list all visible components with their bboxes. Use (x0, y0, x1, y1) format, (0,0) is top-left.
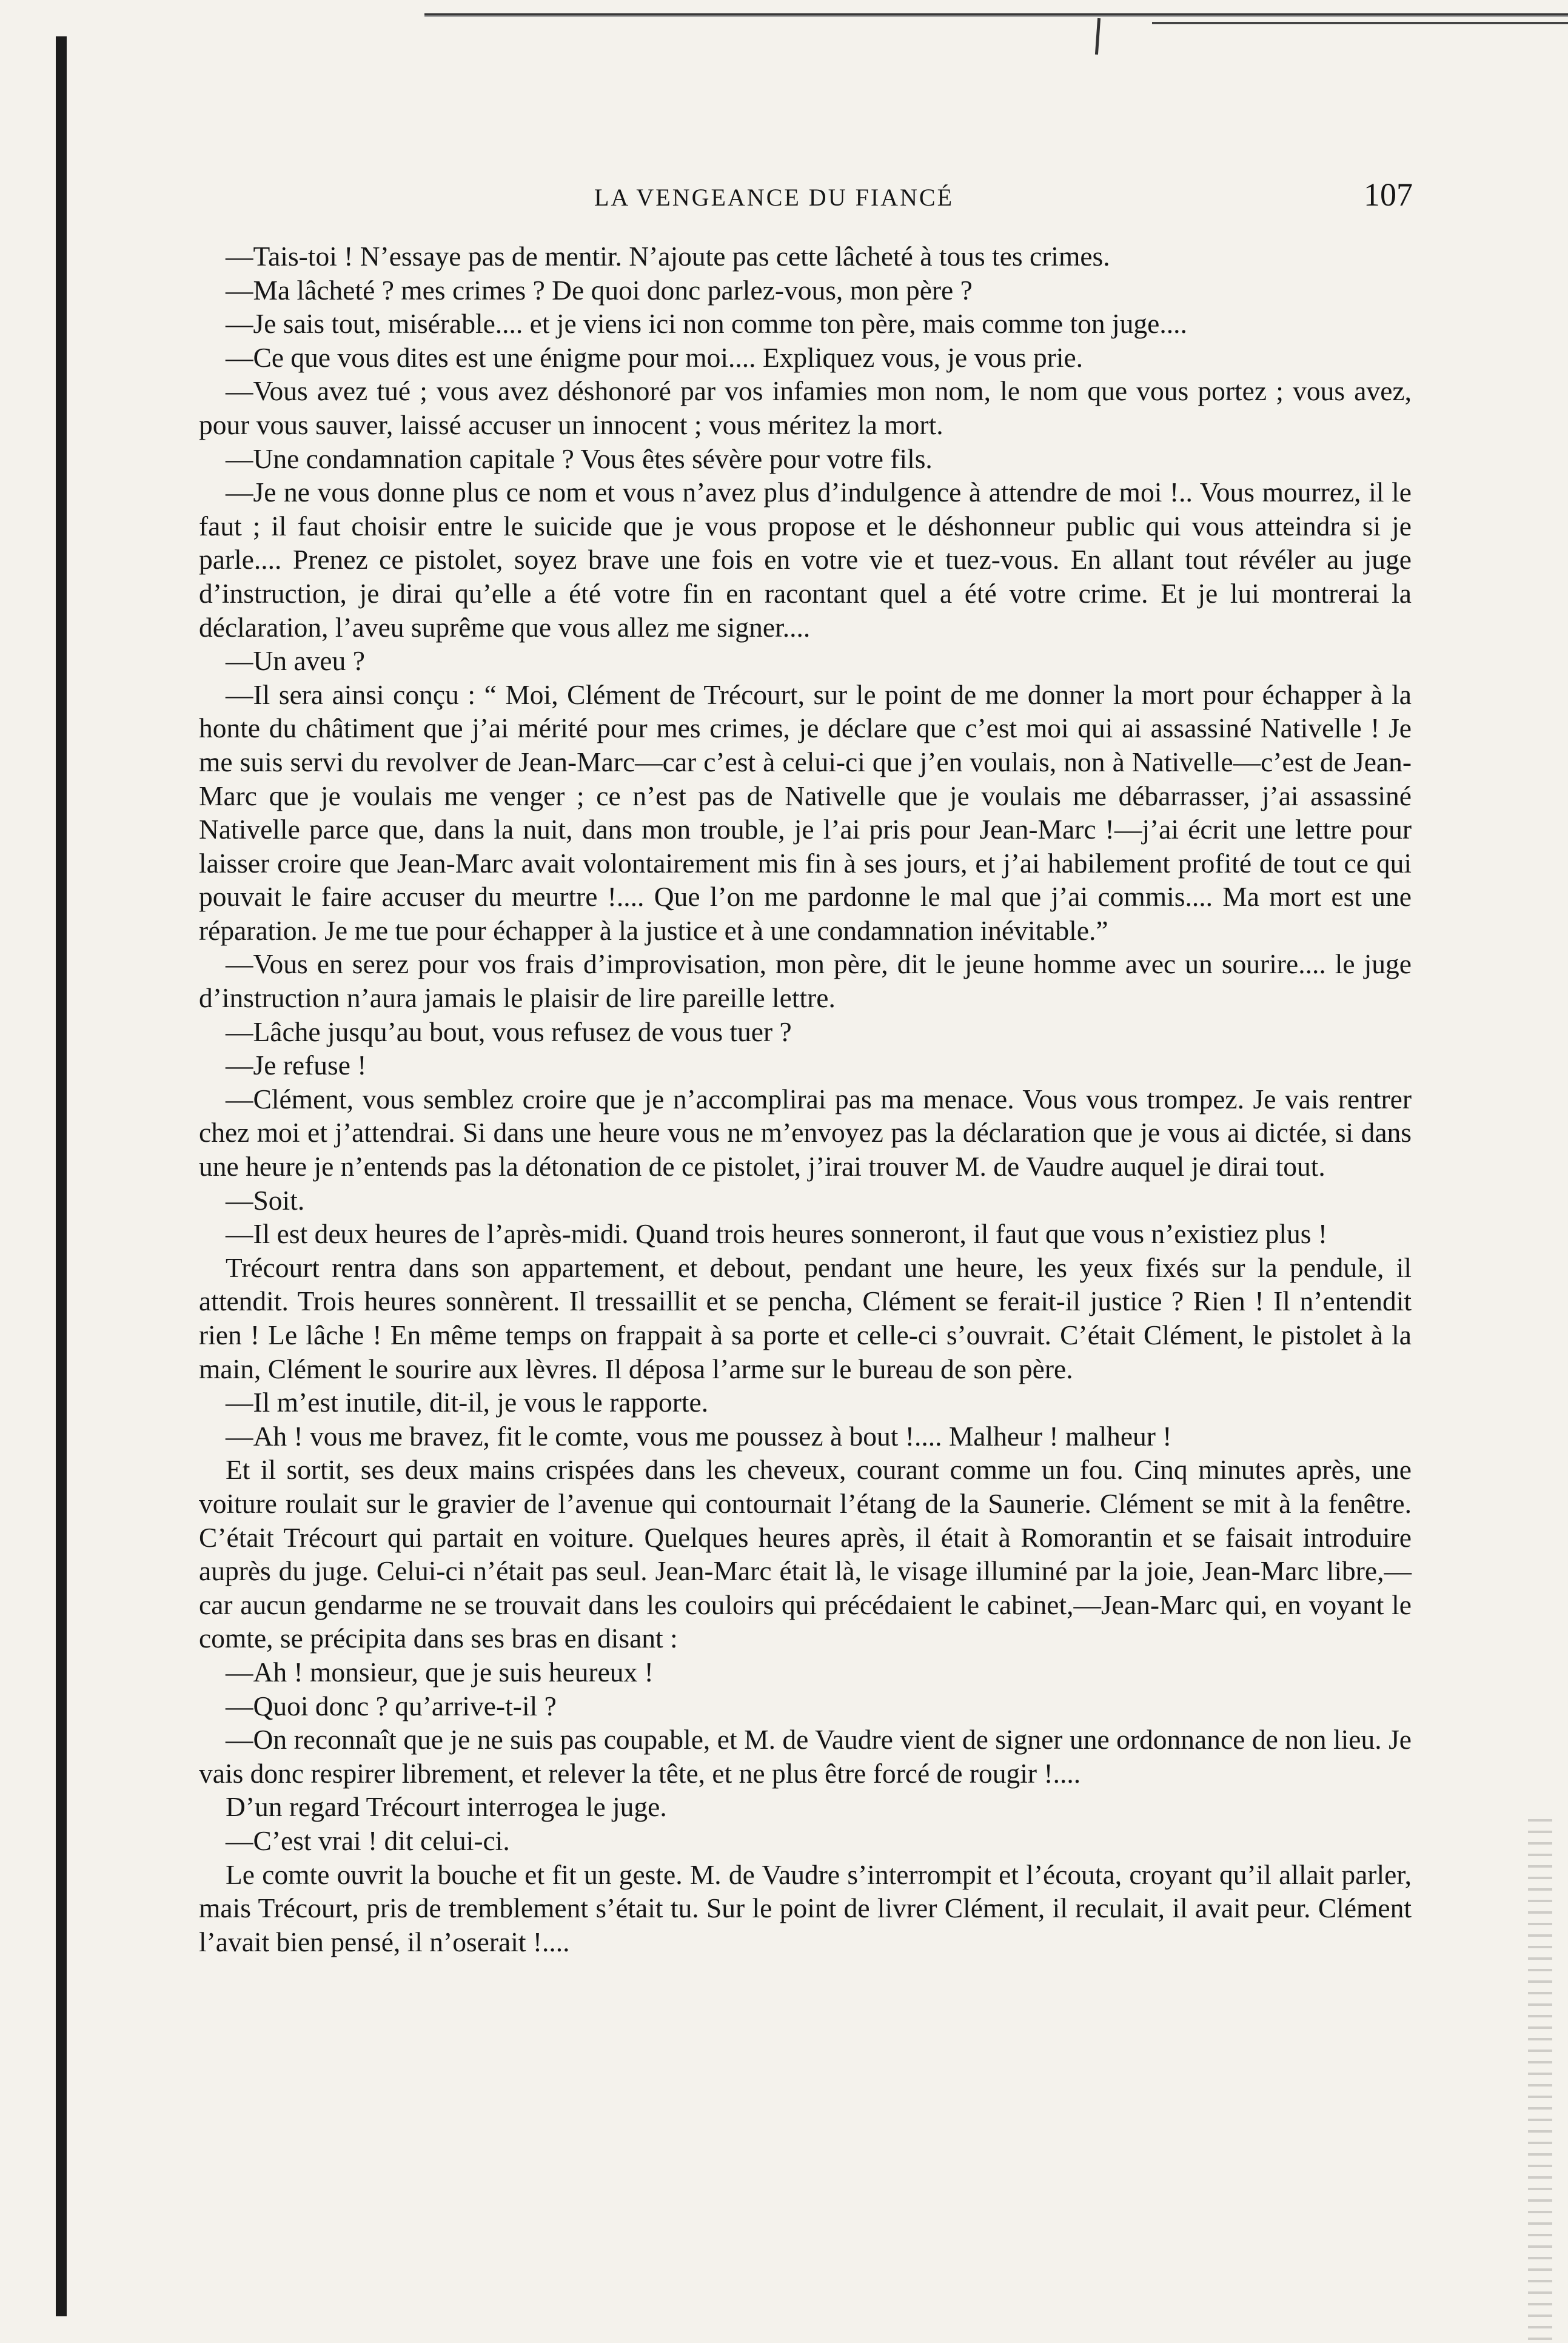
body-text (199, 240, 1412, 1959)
paragraph: —Il m’est inutile, dit-il, je vous le rapporte. (226, 1387, 709, 1418)
paragraph: —On reconnaît que je ne suis pas coupable, et M. de Vaudre vient de signer une ordonnance de non lieu. Je vais donc respirer librement, et relever la tête, et ne plus être forcé de rougir !.... (199, 1724, 1412, 1789)
paragraph: —Je sais tout, misérable.... et je viens ici non comme ton père, mais comme ton juge.... (226, 308, 1187, 340)
page-header (200, 176, 1413, 224)
paragraph: —Je refuse ! (226, 1050, 367, 1081)
paragraph: Le comte ouvrit la bouche et fit un geste. M. de Vaudre s’interrompit et l’écouta, croyant qu’il allait parler, mais Trécourt, pris de tremblement s’était tu. Sur le point de livrer Clément, il reculait, il avait peur. Clément l’avait bien pensé, il n’oserait !.... (199, 1859, 1412, 1957)
scan-tick-mark (1095, 18, 1101, 55)
paragraph: —Clément, vous semblez croire que je n’accomplirai pas ma menace. Vous vous trompez. Je vais rentrer chez moi et j’attendrai. Si dans une heure vous ne m’envoyez pas la déclaration que je vous ai dictée, si dans une heure je n’entends pas la détonation de ce pistolet, j’irai trouver M. de Vaudre auquel je dirai tout. (199, 1083, 1412, 1182)
paragraph: Trécourt rentra dans son appartement, et debout, pendant une heure, les yeux fixés sur la pendule, il attendit. Trois heures sonnèrent. Il tressaillit et se pencha, Clément se ferait-il justice ? Rien ! Il n’entendit rien ! Le lâche ! En même temps on frappait à sa porte et celle-ci s’ouvrait. C’était Clément, le pistolet à la main, Clément le sourire aux lèvres. Il déposa l’arme sur le bureau de son père. (199, 1252, 1412, 1384)
paragraph: —Tais-toi ! N’essaye pas de mentir. N’ajoute pas cette lâcheté à tous tes crimes. (226, 241, 1110, 272)
paragraph: —Un aveu ? (226, 645, 365, 677)
scan-top-rule-secondary (1152, 22, 1568, 24)
paragraph: —Ma lâcheté ? mes crimes ? De quoi donc parlez-vous, mon père ? (226, 274, 973, 306)
scan-margin-marks (1528, 1819, 1552, 2341)
paragraph: Et il sortit, ses deux mains crispées dans les cheveux, courant comme un fou. Cinq minutes après, une voiture roulait sur le gravier de l’avenue qui contournait l’étang de la Saunerie. Clément se mit à la fenêtre. C’était Trécourt qui partait en voiture. Quelques heures après, il était à Romorantin et se faisait introduire auprès du juge. Celui-ci n’était pas seul. Jean-Marc était là, le visage illuminé par la joie, Jean-Marc libre,—car aucun gendarme ne se trouvait dans les couloirs qui précédaient le cabinet,—Jean-Marc qui, en voyant le comte, se précipita dans ses bras en disant : (199, 1454, 1412, 1654)
running-head: LA VENGEANCE DU FIANCÉ (594, 184, 954, 211)
paragraph: —Vous en serez pour vos frais d’improvisation, mon père, dit le jeune homme avec un sourire.... le juge d’instruction n’aura jamais le plaisir de lire pareille lettre. (199, 948, 1412, 1014)
paragraph: —Quoi donc ? qu’arrive-t-il ? (226, 1690, 557, 1721)
paragraph: D’un regard Trécourt interrogea le juge. (226, 1791, 667, 1823)
paragraph: —Il sera ainsi conçu : “ Moi, Clément de Trécourt, sur le point de me donner la mort pour échapper à la honte du châtiment que j’ai mérité pour mes crimes, je déclare que c’est moi qui ai assassiné Nativelle ! Je me suis servi du revolver de Jean-Marc—car c’est à celui-ci que j’en voulais, non à Nativelle—c’est de Jean-Marc que je voulais me venger ; ce n’est pas de Nativelle que je voulais me débarrasser, j’ai assassiné Nativelle parce que, dans la nuit, dans mon trouble, je l’ai pris pour Jean-Marc !—j’ai écrit une lettre pour laisser croire que Jean-Marc avait volontairement mis fin à ses jours, et j’ai habilement profité de tout ce qui pouvait le faire accuser du meurtre !.... Que l’on me pardonne le mal que j’ai commis.... Ma mort est une réparation. Je me tue pour échapper à la justice et à une condamnation inévitable.” (199, 679, 1412, 946)
paragraph: —Une condamnation capitale ? Vous êtes sévère pour votre fils. (226, 443, 933, 474)
paragraph: —Soit. (226, 1184, 305, 1216)
paragraph: —Ah ! monsieur, que je suis heureux ! (226, 1656, 654, 1688)
paragraph: —Lâche jusqu’au bout, vous refusez de vous tuer ? (226, 1016, 792, 1047)
paragraph: —Ce que vous dites est une énigme pour moi.... Expliquez vous, je vous prie. (226, 341, 1084, 373)
paragraph: —Il est deux heures de l’après-midi. Quand trois heures sonneront, il faut que vous n’existiez plus ! (226, 1218, 1328, 1250)
paragraph: —Ah ! vous me bravez, fit le comte, vous me poussez à bout !.... Malheur ! malheur ! (226, 1420, 1172, 1452)
scan-binding-edge (56, 36, 67, 2316)
scan-top-rule (424, 13, 1568, 17)
paragraph: —C’est vrai ! dit celui-ci. (226, 1825, 510, 1856)
paragraph: —Je ne vous donne plus ce nom et vous n’avez plus d’indulgence à attendre de moi !.. Vous mourrez, il le faut ; il faut choisir entre le suicide que je vous propose et le déshonneur public qui vous atteindra si je parle.... Prenez ce pistolet, soyez brave une fois en votre vie et tuez-vous. En allant tout révéler au juge d’instruction, je dirai qu’elle a été votre fin en racontant quel a été votre crime. Et je lui montrerai la déclaration, l’aveu suprême que vous allez me signer.... (199, 477, 1412, 643)
page-number: 107 (1364, 176, 1413, 213)
paragraph: —Vous avez tué ; vous avez déshonoré par vos infamies mon nom, le nom que vous portez ; vous avez, pour vous sauver, laissé accuser un innocent ; vous méritez la mort. (199, 375, 1412, 440)
